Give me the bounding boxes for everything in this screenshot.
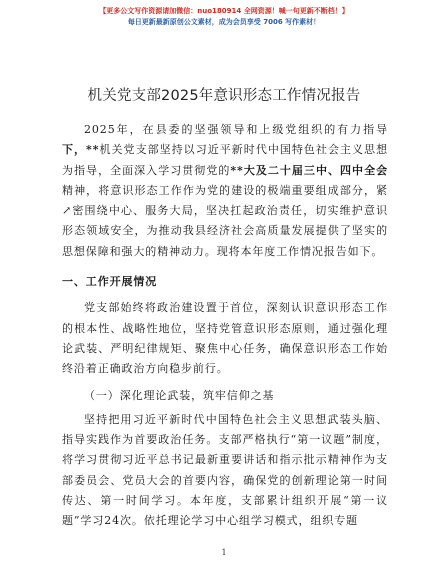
subsection-1-paragraph: 坚持把用习近平新时代中国特色社会主义思想武装头脑、指导实践作为首要政治任务。支部严格执行“第一议题”制度，将学习贯彻习近平总书记最新重要讲话和指示批示精神作为支部委员会、党员大会的首要内容，确保党的创新理论第一时间传达、第一时间学习。本年度，支部累计组织开展“第一议题”学习24次。依托理论学习中心组学习模式，组织专题	[62, 412, 388, 528]
intro-text-3: 机关党支部坚持以习近平新时代中国特色社会主义思想为指导，全面深入学习贯彻党的	[62, 143, 388, 177]
intro-text-4: **大及二十届三中、四中全会	[230, 163, 388, 177]
section-heading-1: 一、工作开展情况	[62, 275, 158, 289]
subsection-heading-1: （一）深化理论武装，筑牢信仰之基	[84, 388, 275, 402]
document-title: 机关党支部2025年意识形态工作情况报告	[87, 88, 361, 104]
page-number: 1	[221, 548, 227, 557]
document-body	[62, 120, 388, 532]
intro-paragraph	[62, 120, 388, 262]
intro-text-2: 下，**	[62, 143, 100, 157]
section-1-paragraph: 党支部始终将政治建设置于首位，深刻认识意识形态工作的根本性、战略性地位，坚持党管意识形态原则，通过强化理论武装、严明纪律规矩、聚焦中心任务，确保意识形态工作始终沿着正确政治方向稳步前行。	[62, 301, 388, 376]
promo-banner-line-1: 【更多公文写作资源请加微信：nuo180914 全网资源！喊一句更新不断档！】	[99, 7, 349, 15]
intro-text-1: 2025年，在县委的坚强领导和上级党组织的有力指导	[84, 123, 388, 136]
promo-banner-line-2: 每日更新最新原创公文素材，成为会员享受 7006 写作素材！	[127, 18, 321, 26]
promo-banner	[0, 6, 448, 28]
intro-text-5: 精神，将意识形态工作作为党的建设的极端重要组成部分，紧↗密围绕中心、服务大局，坚决扛起政治责任，切实维护意识形态领域安全，为推动我县经济社会高质量发展提供了坚实的思想保障和强大的精神动力。现将本年度工作情况报告如下。	[62, 183, 388, 258]
